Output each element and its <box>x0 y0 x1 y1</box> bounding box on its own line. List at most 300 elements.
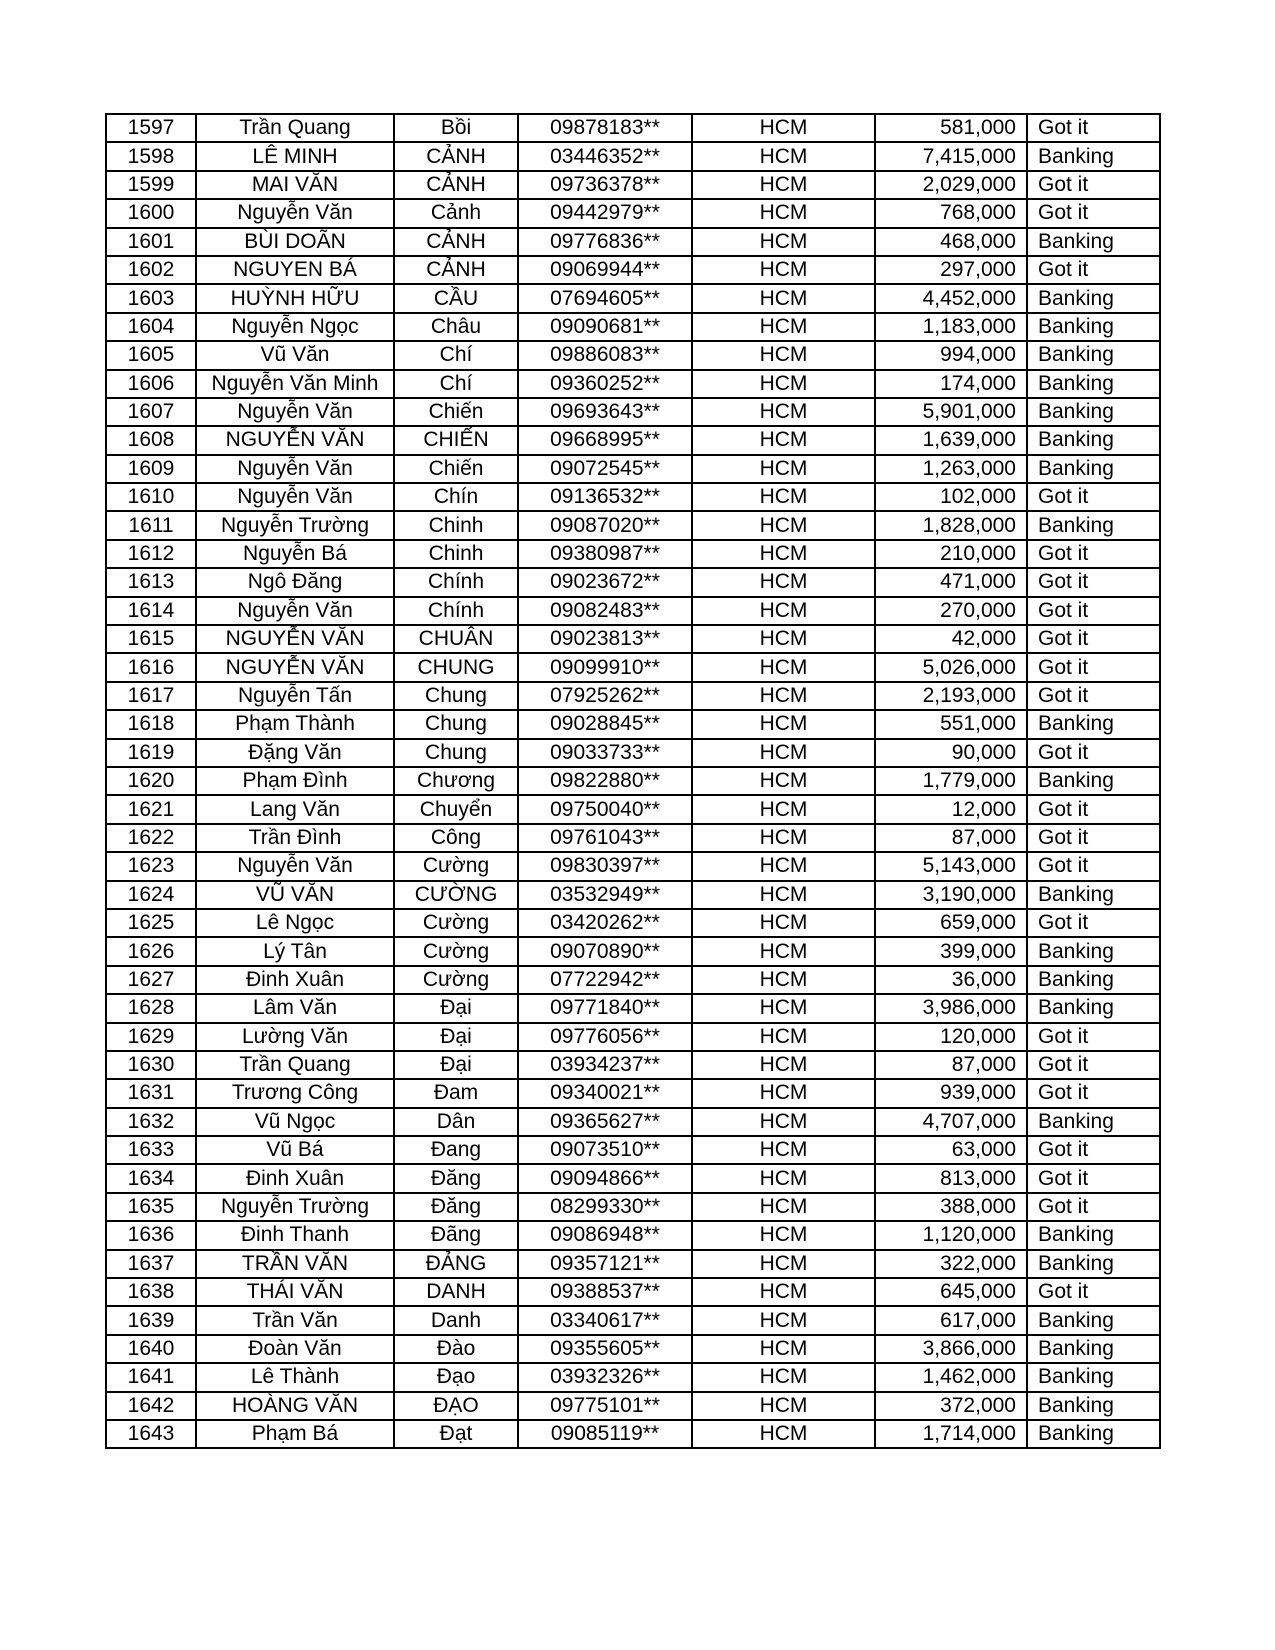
cell-phone: 03932326** <box>518 1363 692 1391</box>
cell-phone: 09776836** <box>518 228 692 256</box>
cell-first-name: CẢNH <box>394 256 518 284</box>
cell-row-number: 1617 <box>106 682 196 710</box>
cell-row-number: 1611 <box>106 511 196 539</box>
cell-first-name: CẦU <box>394 284 518 312</box>
cell-last-middle-name: NGUYỄN VĂN <box>196 653 394 681</box>
cell-row-number: 1623 <box>106 852 196 880</box>
cell-amount: 174,000 <box>875 370 1027 398</box>
cell-amount: 270,000 <box>875 597 1027 625</box>
cell-payment-method: Banking <box>1027 1306 1160 1334</box>
cell-first-name: Đại <box>394 1051 518 1079</box>
cell-first-name: CHUÂN <box>394 625 518 653</box>
table-row <box>106 284 1160 312</box>
cell-first-name: Đam <box>394 1079 518 1107</box>
cell-last-middle-name: Vũ Bá <box>196 1136 394 1164</box>
cell-phone: 09028845** <box>518 710 692 738</box>
cell-first-name: Dân <box>394 1108 518 1136</box>
table-row <box>106 625 1160 653</box>
cell-amount: 2,029,000 <box>875 171 1027 199</box>
cell-payment-method: Got it <box>1027 1023 1160 1051</box>
cell-amount: 468,000 <box>875 228 1027 256</box>
cell-amount: 3,866,000 <box>875 1335 1027 1363</box>
cell-phone: 09357121** <box>518 1250 692 1278</box>
cell-amount: 1,263,000 <box>875 455 1027 483</box>
cell-row-number: 1632 <box>106 1108 196 1136</box>
cell-row-number: 1616 <box>106 653 196 681</box>
cell-phone: 08299330** <box>518 1193 692 1221</box>
table-row <box>106 256 1160 284</box>
cell-last-middle-name: Phạm Bá <box>196 1420 394 1448</box>
cell-payment-method: Got it <box>1027 682 1160 710</box>
cell-phone: 09340021** <box>518 1079 692 1107</box>
cell-city: HCM <box>692 142 875 170</box>
cell-first-name: Bồi <box>394 114 518 142</box>
cell-city: HCM <box>692 1278 875 1306</box>
cell-first-name: Đăng <box>394 1193 518 1221</box>
cell-phone: 09082483** <box>518 597 692 625</box>
cell-last-middle-name: Trần Đình <box>196 824 394 852</box>
cell-payment-method: Got it <box>1027 1079 1160 1107</box>
table-row <box>106 1250 1160 1278</box>
cell-phone: 09822880** <box>518 767 692 795</box>
cell-city: HCM <box>692 171 875 199</box>
cell-last-middle-name: Nguyễn Văn Minh <box>196 370 394 398</box>
cell-row-number: 1615 <box>106 625 196 653</box>
cell-city: HCM <box>692 881 875 909</box>
cell-city: HCM <box>692 114 875 142</box>
cell-payment-method: Banking <box>1027 398 1160 426</box>
cell-city: HCM <box>692 370 875 398</box>
cell-last-middle-name: Đặng Văn <box>196 739 394 767</box>
cell-last-middle-name: Lê Ngọc <box>196 909 394 937</box>
cell-amount: 1,639,000 <box>875 426 1027 454</box>
table-row <box>106 1306 1160 1334</box>
cell-city: HCM <box>692 313 875 341</box>
cell-amount: 813,000 <box>875 1164 1027 1192</box>
cell-row-number: 1610 <box>106 483 196 511</box>
cell-last-middle-name: Trần Quang <box>196 114 394 142</box>
cell-amount: 36,000 <box>875 966 1027 994</box>
cell-city: HCM <box>692 824 875 852</box>
cell-city: HCM <box>692 1051 875 1079</box>
cell-payment-method: Got it <box>1027 852 1160 880</box>
cell-last-middle-name: Nguyễn Văn <box>196 455 394 483</box>
cell-last-middle-name: Vũ Ngọc <box>196 1108 394 1136</box>
cell-amount: 994,000 <box>875 341 1027 369</box>
cell-amount: 5,143,000 <box>875 852 1027 880</box>
cell-row-number: 1631 <box>106 1079 196 1107</box>
cell-payment-method: Got it <box>1027 1051 1160 1079</box>
cell-last-middle-name: MAI VĂN <box>196 171 394 199</box>
cell-first-name: Chín <box>394 483 518 511</box>
cell-amount: 63,000 <box>875 1136 1027 1164</box>
cell-amount: 1,183,000 <box>875 313 1027 341</box>
table-row <box>106 1136 1160 1164</box>
cell-payment-method: Banking <box>1027 1250 1160 1278</box>
cell-first-name: Đại <box>394 994 518 1022</box>
cell-city: HCM <box>692 1420 875 1448</box>
cell-amount: 1,779,000 <box>875 767 1027 795</box>
cell-last-middle-name: Đoàn Văn <box>196 1335 394 1363</box>
cell-phone: 09073510** <box>518 1136 692 1164</box>
cell-row-number: 1609 <box>106 455 196 483</box>
cell-phone: 09736378** <box>518 171 692 199</box>
cell-first-name: Đăng <box>394 1164 518 1192</box>
cell-row-number: 1634 <box>106 1164 196 1192</box>
cell-row-number: 1605 <box>106 341 196 369</box>
cell-amount: 551,000 <box>875 710 1027 738</box>
cell-payment-method: Got it <box>1027 739 1160 767</box>
cell-phone: 09442979** <box>518 199 692 227</box>
cell-phone: 09360252** <box>518 370 692 398</box>
table-row <box>106 1193 1160 1221</box>
cell-city: HCM <box>692 767 875 795</box>
cell-first-name: Chinh <box>394 511 518 539</box>
cell-phone: 09072545** <box>518 455 692 483</box>
cell-row-number: 1618 <box>106 710 196 738</box>
cell-amount: 120,000 <box>875 1023 1027 1051</box>
table-row <box>106 228 1160 256</box>
cell-city: HCM <box>692 540 875 568</box>
cell-first-name: Đạo <box>394 1363 518 1391</box>
cell-last-middle-name: Trương Công <box>196 1079 394 1107</box>
cell-payment-method: Got it <box>1027 1193 1160 1221</box>
cell-amount: 1,462,000 <box>875 1363 1027 1391</box>
table-row <box>106 455 1160 483</box>
table-row <box>106 597 1160 625</box>
cell-last-middle-name: Đinh Xuân <box>196 966 394 994</box>
cell-amount: 581,000 <box>875 114 1027 142</box>
cell-row-number: 1629 <box>106 1023 196 1051</box>
cell-amount: 645,000 <box>875 1278 1027 1306</box>
cell-payment-method: Banking <box>1027 1363 1160 1391</box>
cell-payment-method: Banking <box>1027 370 1160 398</box>
cell-city: HCM <box>692 1306 875 1334</box>
cell-row-number: 1642 <box>106 1392 196 1420</box>
cell-phone: 07925262** <box>518 682 692 710</box>
cell-row-number: 1614 <box>106 597 196 625</box>
cell-row-number: 1643 <box>106 1420 196 1448</box>
cell-city: HCM <box>692 284 875 312</box>
cell-city: HCM <box>692 1250 875 1278</box>
cell-first-name: Đào <box>394 1335 518 1363</box>
cell-payment-method: Banking <box>1027 881 1160 909</box>
cell-amount: 4,452,000 <box>875 284 1027 312</box>
cell-city: HCM <box>692 682 875 710</box>
cell-last-middle-name: NGUYỄN VĂN <box>196 625 394 653</box>
cell-payment-method: Got it <box>1027 1164 1160 1192</box>
cell-first-name: Chiến <box>394 455 518 483</box>
cell-city: HCM <box>692 625 875 653</box>
cell-phone: 09094866** <box>518 1164 692 1192</box>
table-row <box>106 1108 1160 1136</box>
table-row <box>106 1278 1160 1306</box>
cell-first-name: Chính <box>394 597 518 625</box>
cell-phone: 03340617** <box>518 1306 692 1334</box>
cell-first-name: Cường <box>394 937 518 965</box>
cell-payment-method: Got it <box>1027 625 1160 653</box>
cell-phone: 09085119** <box>518 1420 692 1448</box>
cell-last-middle-name: Phạm Đình <box>196 767 394 795</box>
cell-row-number: 1640 <box>106 1335 196 1363</box>
cell-city: HCM <box>692 341 875 369</box>
cell-amount: 42,000 <box>875 625 1027 653</box>
cell-amount: 3,190,000 <box>875 881 1027 909</box>
cell-phone: 07694605** <box>518 284 692 312</box>
cell-first-name: Đãng <box>394 1221 518 1249</box>
cell-amount: 399,000 <box>875 937 1027 965</box>
cell-row-number: 1621 <box>106 795 196 823</box>
cell-payment-method: Banking <box>1027 511 1160 539</box>
cell-payment-method: Banking <box>1027 994 1160 1022</box>
table-row <box>106 341 1160 369</box>
cell-phone: 09388537** <box>518 1278 692 1306</box>
cell-phone: 09033733** <box>518 739 692 767</box>
cell-first-name: CẢNH <box>394 228 518 256</box>
cell-city: HCM <box>692 483 875 511</box>
cell-city: HCM <box>692 994 875 1022</box>
cell-row-number: 1637 <box>106 1250 196 1278</box>
cell-payment-method: Banking <box>1027 1335 1160 1363</box>
cell-amount: 659,000 <box>875 909 1027 937</box>
cell-last-middle-name: Lý Tân <box>196 937 394 965</box>
cell-last-middle-name: Lường Văn <box>196 1023 394 1051</box>
cell-amount: 3,986,000 <box>875 994 1027 1022</box>
cell-first-name: DANH <box>394 1278 518 1306</box>
cell-city: HCM <box>692 653 875 681</box>
cell-payment-method: Got it <box>1027 1136 1160 1164</box>
cell-phone: 09668995** <box>518 426 692 454</box>
table-row <box>106 1051 1160 1079</box>
cell-phone: 09380987** <box>518 540 692 568</box>
cell-city: HCM <box>692 511 875 539</box>
cell-last-middle-name: HOÀNG VĂN <box>196 1392 394 1420</box>
cell-city: HCM <box>692 1363 875 1391</box>
cell-phone: 09771840** <box>518 994 692 1022</box>
table-row <box>106 511 1160 539</box>
cell-amount: 322,000 <box>875 1250 1027 1278</box>
cell-last-middle-name: Trần Văn <box>196 1306 394 1334</box>
cell-last-middle-name: Nguyễn Văn <box>196 398 394 426</box>
cell-row-number: 1599 <box>106 171 196 199</box>
cell-row-number: 1636 <box>106 1221 196 1249</box>
cell-last-middle-name: Lê Thành <box>196 1363 394 1391</box>
cell-city: HCM <box>692 710 875 738</box>
cell-city: HCM <box>692 256 875 284</box>
cell-first-name: ĐẠO <box>394 1392 518 1420</box>
cell-city: HCM <box>692 909 875 937</box>
cell-row-number: 1635 <box>106 1193 196 1221</box>
cell-last-middle-name: Nguyễn Tấn <box>196 682 394 710</box>
cell-row-number: 1597 <box>106 114 196 142</box>
cell-row-number: 1624 <box>106 881 196 909</box>
cell-last-middle-name: Lâm Văn <box>196 994 394 1022</box>
table-row <box>106 483 1160 511</box>
cell-phone: 03532949** <box>518 881 692 909</box>
cell-payment-method: Banking <box>1027 1108 1160 1136</box>
cell-row-number: 1612 <box>106 540 196 568</box>
cell-row-number: 1638 <box>106 1278 196 1306</box>
table-body <box>106 114 1160 1448</box>
table-row <box>106 398 1160 426</box>
cell-amount: 768,000 <box>875 199 1027 227</box>
cell-city: HCM <box>692 568 875 596</box>
cell-phone: 09099910** <box>518 653 692 681</box>
cell-phone: 09136532** <box>518 483 692 511</box>
cell-row-number: 1627 <box>106 966 196 994</box>
table-row <box>106 795 1160 823</box>
cell-phone: 09087020** <box>518 511 692 539</box>
cell-first-name: Châu <box>394 313 518 341</box>
cell-amount: 102,000 <box>875 483 1027 511</box>
cell-row-number: 1604 <box>106 313 196 341</box>
cell-city: HCM <box>692 852 875 880</box>
cell-city: HCM <box>692 398 875 426</box>
cell-first-name: Chung <box>394 682 518 710</box>
cell-last-middle-name: LÊ MINH <box>196 142 394 170</box>
cell-first-name: Chí <box>394 370 518 398</box>
cell-row-number: 1641 <box>106 1363 196 1391</box>
cell-first-name: Cảnh <box>394 199 518 227</box>
cell-last-middle-name: NGUYỄN VĂN <box>196 426 394 454</box>
cell-phone: 09355605** <box>518 1335 692 1363</box>
cell-payment-method: Banking <box>1027 455 1160 483</box>
table-row <box>106 1023 1160 1051</box>
cell-row-number: 1600 <box>106 199 196 227</box>
cell-payment-method: Got it <box>1027 1278 1160 1306</box>
cell-phone: 09886083** <box>518 341 692 369</box>
table-row <box>106 1420 1160 1448</box>
cell-phone: 09090681** <box>518 313 692 341</box>
cell-payment-method: Banking <box>1027 426 1160 454</box>
cell-city: HCM <box>692 199 875 227</box>
cell-city: HCM <box>692 1193 875 1221</box>
cell-last-middle-name: BÙI DOÃN <box>196 228 394 256</box>
cell-last-middle-name: Ngô Đăng <box>196 568 394 596</box>
cell-first-name: Chuyển <box>394 795 518 823</box>
table-row <box>106 171 1160 199</box>
cell-city: HCM <box>692 455 875 483</box>
cell-city: HCM <box>692 228 875 256</box>
cell-amount: 1,714,000 <box>875 1420 1027 1448</box>
cell-payment-method: Banking <box>1027 1392 1160 1420</box>
table-row <box>106 1221 1160 1249</box>
table-row <box>106 881 1160 909</box>
cell-row-number: 1619 <box>106 739 196 767</box>
cell-amount: 5,901,000 <box>875 398 1027 426</box>
cell-amount: 210,000 <box>875 540 1027 568</box>
cell-payment-method: Banking <box>1027 966 1160 994</box>
cell-phone: 09878183** <box>518 114 692 142</box>
cell-first-name: Danh <box>394 1306 518 1334</box>
cell-city: HCM <box>692 1023 875 1051</box>
cell-first-name: Chung <box>394 710 518 738</box>
cell-amount: 90,000 <box>875 739 1027 767</box>
table-row <box>106 653 1160 681</box>
cell-row-number: 1626 <box>106 937 196 965</box>
cell-amount: 5,026,000 <box>875 653 1027 681</box>
cell-last-middle-name: Vũ Văn <box>196 341 394 369</box>
cell-amount: 2,193,000 <box>875 682 1027 710</box>
cell-city: HCM <box>692 966 875 994</box>
cell-first-name: CHIẾN <box>394 426 518 454</box>
cell-phone: 09023672** <box>518 568 692 596</box>
cell-row-number: 1602 <box>106 256 196 284</box>
cell-row-number: 1606 <box>106 370 196 398</box>
cell-payment-method: Got it <box>1027 568 1160 596</box>
cell-first-name: Cường <box>394 852 518 880</box>
cell-payment-method: Got it <box>1027 909 1160 937</box>
cell-payment-method: Got it <box>1027 597 1160 625</box>
table-row <box>106 824 1160 852</box>
cell-first-name: Đạt <box>394 1420 518 1448</box>
cell-city: HCM <box>692 1335 875 1363</box>
cell-payment-method: Banking <box>1027 1420 1160 1448</box>
cell-phone: 09830397** <box>518 852 692 880</box>
cell-last-middle-name: Đinh Thanh <box>196 1221 394 1249</box>
cell-first-name: CẢNH <box>394 142 518 170</box>
cell-city: HCM <box>692 1392 875 1420</box>
cell-amount: 388,000 <box>875 1193 1027 1221</box>
cell-last-middle-name: Nguyễn Trường <box>196 511 394 539</box>
table-row <box>106 994 1160 1022</box>
cell-amount: 4,707,000 <box>875 1108 1027 1136</box>
cell-row-number: 1622 <box>106 824 196 852</box>
table-row <box>106 313 1160 341</box>
cell-payment-method: Banking <box>1027 341 1160 369</box>
cell-payment-method: Banking <box>1027 228 1160 256</box>
cell-row-number: 1630 <box>106 1051 196 1079</box>
cell-amount: 297,000 <box>875 256 1027 284</box>
cell-payment-method: Got it <box>1027 256 1160 284</box>
cell-phone: 09761043** <box>518 824 692 852</box>
cell-phone: 03446352** <box>518 142 692 170</box>
cell-amount: 617,000 <box>875 1306 1027 1334</box>
table-row <box>106 142 1160 170</box>
table-row <box>106 966 1160 994</box>
cell-phone: 09776056** <box>518 1023 692 1051</box>
table-row <box>106 909 1160 937</box>
cell-last-middle-name: NGUYEN BÁ <box>196 256 394 284</box>
cell-amount: 87,000 <box>875 1051 1027 1079</box>
table-row <box>106 1164 1160 1192</box>
cell-city: HCM <box>692 1221 875 1249</box>
cell-city: HCM <box>692 597 875 625</box>
cell-last-middle-name: Nguyễn Văn <box>196 199 394 227</box>
cell-row-number: 1607 <box>106 398 196 426</box>
cell-payment-method: Got it <box>1027 114 1160 142</box>
cell-first-name: Đang <box>394 1136 518 1164</box>
cell-row-number: 1603 <box>106 284 196 312</box>
cell-first-name: ĐẢNG <box>394 1250 518 1278</box>
cell-first-name: CẢNH <box>394 171 518 199</box>
cell-phone: 09365627** <box>518 1108 692 1136</box>
cell-payment-method: Got it <box>1027 824 1160 852</box>
table-row <box>106 937 1160 965</box>
cell-first-name: Chiến <box>394 398 518 426</box>
cell-amount: 7,415,000 <box>875 142 1027 170</box>
table-row <box>106 1363 1160 1391</box>
cell-last-middle-name: Nguyễn Bá <box>196 540 394 568</box>
table-row <box>106 426 1160 454</box>
cell-row-number: 1608 <box>106 426 196 454</box>
cell-city: HCM <box>692 1108 875 1136</box>
cell-city: HCM <box>692 426 875 454</box>
cell-phone: 07722942** <box>518 966 692 994</box>
cell-last-middle-name: Nguyễn Trường <box>196 1193 394 1221</box>
cell-first-name: CƯỜNG <box>394 881 518 909</box>
cell-payment-method: Banking <box>1027 284 1160 312</box>
